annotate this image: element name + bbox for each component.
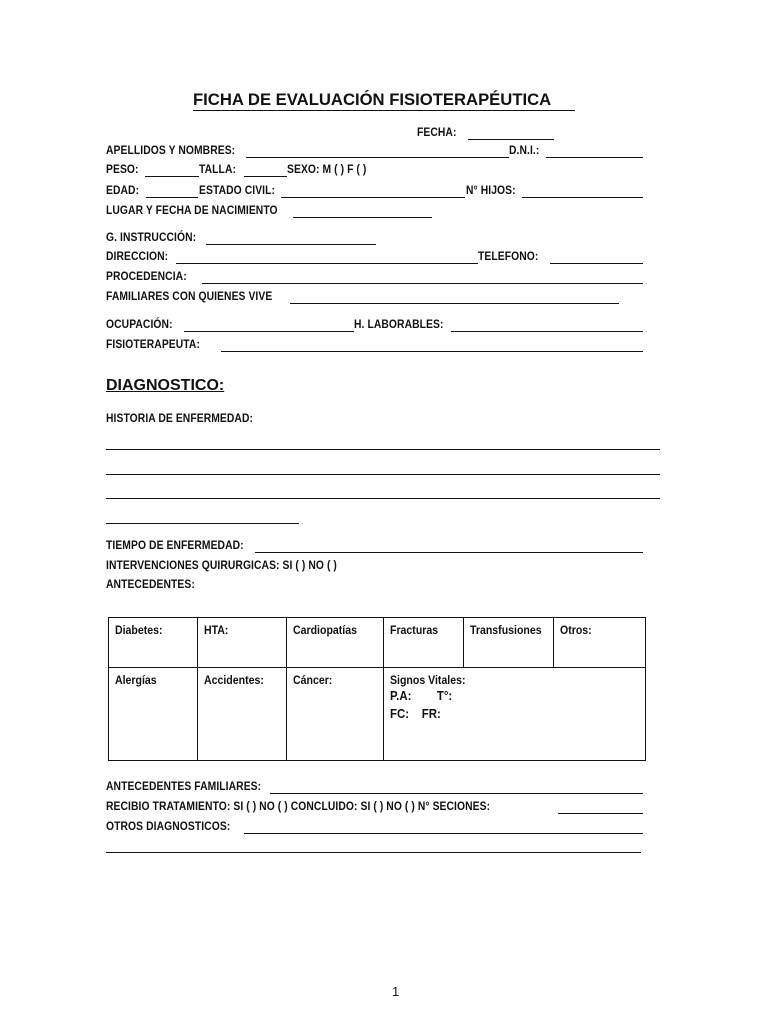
cell-cardiopatias[interactable]: Cardiopatías bbox=[287, 618, 384, 668]
otros-diagnosticos-line[interactable] bbox=[244, 833, 643, 834]
cell-hta[interactable]: HTA: bbox=[198, 618, 287, 668]
familiares-line[interactable] bbox=[290, 303, 619, 304]
historia-label: HISTORIA DE ENFERMEDAD: bbox=[106, 411, 254, 425]
telefono-line[interactable] bbox=[550, 263, 643, 264]
diagnostico-heading: DIAGNOSTICO: bbox=[106, 377, 225, 394]
telefono-label: TELEFONO: bbox=[478, 249, 539, 263]
fecha-label: FECHA: bbox=[417, 125, 457, 139]
signos-title: Signos Vitales: bbox=[390, 673, 466, 687]
cell-signos-vitales[interactable] bbox=[384, 668, 646, 761]
ocupacion-label: OCUPACIÓN: bbox=[106, 317, 173, 331]
estado-civil-label: ESTADO CIVIL: bbox=[199, 183, 276, 197]
cell-accidentes[interactable]: Accidentes: bbox=[198, 668, 287, 761]
cell-otros[interactable]: Otros: bbox=[554, 618, 646, 668]
signos-pa-t: P.A: T°: bbox=[390, 688, 453, 703]
edad-line[interactable] bbox=[146, 197, 198, 198]
sexo-label: SEXO: M ( ) F ( ) bbox=[287, 162, 367, 176]
dni-line[interactable] bbox=[546, 157, 643, 158]
ant-familiares-label: ANTECEDENTES FAMILIARES: bbox=[106, 779, 262, 793]
nacimiento-label: LUGAR Y FECHA DE NACIMIENTO bbox=[106, 203, 278, 217]
apellidos-label: APELLIDOS Y NOMBRES: bbox=[106, 143, 236, 157]
historia-line-1[interactable] bbox=[106, 449, 660, 450]
instruccion-label: G. INSTRUCCIÓN: bbox=[106, 230, 197, 244]
ocupacion-line[interactable] bbox=[184, 331, 354, 332]
procedencia-line[interactable] bbox=[202, 283, 643, 284]
instruccion-line[interactable] bbox=[206, 244, 376, 245]
historia-line-4[interactable] bbox=[106, 523, 299, 524]
familiares-label: FAMILIARES CON QUIENES VIVE bbox=[106, 289, 273, 303]
otros-diagnosticos-label: OTROS DIAGNOSTICOS: bbox=[106, 819, 231, 833]
hijos-label: N° HIJOS: bbox=[466, 183, 516, 197]
peso-line[interactable] bbox=[145, 176, 199, 177]
direccion-line[interactable] bbox=[176, 263, 478, 264]
cell-cancer[interactable]: Cáncer: bbox=[287, 668, 384, 761]
intervenciones-label: INTERVENCIONES QUIRURGICAS: SI ( ) NO ( ) bbox=[106, 558, 337, 572]
antecedentes-table bbox=[108, 617, 646, 761]
laborables-label: H. LABORABLES: bbox=[354, 317, 444, 331]
procedencia-label: PROCEDENCIA: bbox=[106, 269, 187, 283]
cell-diabetes[interactable]: Diabetes: bbox=[109, 618, 198, 668]
apellidos-line[interactable] bbox=[246, 157, 509, 158]
cell-transfusiones[interactable]: Transfusiones bbox=[464, 618, 554, 668]
direccion-label: DIRECCION: bbox=[106, 249, 169, 263]
cell-fracturas[interactable]: Fracturas bbox=[384, 618, 464, 668]
signos-fc-fr: FC: FR: bbox=[390, 706, 441, 721]
talla-label: TALLA: bbox=[199, 162, 237, 176]
fisioterapeuta-label: FISIOTERAPEUTA: bbox=[106, 337, 200, 351]
cell-alergias[interactable]: Alergías bbox=[109, 668, 198, 761]
dni-label: D.N.I.: bbox=[509, 143, 540, 157]
antecedentes-label: ANTECEDENTES: bbox=[106, 577, 195, 591]
hijos-line[interactable] bbox=[522, 197, 643, 198]
talla-line[interactable] bbox=[244, 176, 287, 177]
recibio-label: RECIBIO TRATAMIENTO: SI ( ) NO ( ) CONCLUIDO: SI ( ) NO ( ) N° SECIONES: bbox=[106, 799, 491, 813]
laborables-line[interactable] bbox=[451, 331, 643, 332]
peso-label: PESO: bbox=[106, 162, 139, 176]
form-title: FICHA DE EVALUACIÓN FISIOTERAPÉUTICA bbox=[193, 90, 552, 109]
otros-diagnosticos-line-2[interactable] bbox=[106, 852, 641, 853]
nacimiento-line[interactable] bbox=[293, 217, 432, 218]
tiempo-line[interactable] bbox=[255, 552, 643, 553]
edad-label: EDAD: bbox=[106, 183, 140, 197]
historia-line-2[interactable] bbox=[106, 474, 660, 475]
page-number: 1 bbox=[392, 984, 400, 999]
sesiones-line[interactable] bbox=[558, 813, 643, 814]
title-underline bbox=[193, 110, 575, 111]
ant-familiares-line[interactable] bbox=[270, 793, 643, 794]
tiempo-label: TIEMPO DE ENFERMEDAD: bbox=[106, 538, 244, 552]
estado-civil-line[interactable] bbox=[281, 197, 465, 198]
historia-line-3[interactable] bbox=[106, 498, 660, 499]
fecha-line[interactable] bbox=[468, 139, 554, 140]
fisioterapeuta-line[interactable] bbox=[221, 351, 643, 352]
